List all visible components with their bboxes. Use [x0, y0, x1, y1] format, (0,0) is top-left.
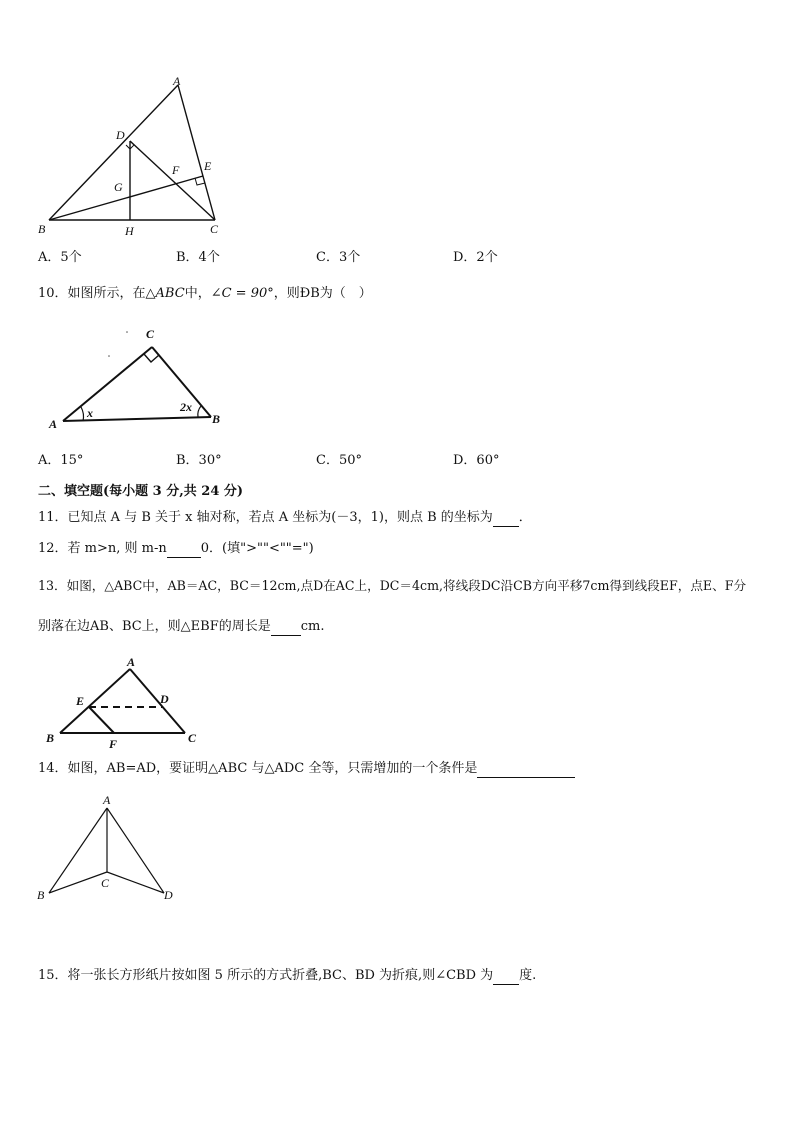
- q10-option-c[interactable]: C．50°: [316, 453, 362, 468]
- q9-line-dc: [130, 141, 215, 220]
- q14-figure: [32, 790, 182, 905]
- q10-label-c: C: [146, 327, 155, 341]
- q9-label-e: E: [204, 159, 212, 173]
- q10-right-angle-c: [144, 354, 159, 362]
- q11-text: 11．已知点 A 与 B 关于 x 轴对称，若点 A 坐标为(－3，1)，则点 B 的坐标为: [38, 510, 493, 525]
- q9-line-ac: [178, 85, 215, 220]
- q10-stem: [38, 285, 372, 303]
- q12-text: 12．若 m>n, 则 m-n: [38, 541, 167, 556]
- q10-label-a: A: [49, 417, 58, 431]
- q9-label-f: F: [172, 163, 180, 177]
- q10-stem-mid: 中，: [184, 286, 211, 301]
- q10-angle-arc-b: [198, 406, 201, 417]
- q10-label-b: B: [212, 412, 221, 426]
- q11: [38, 509, 532, 527]
- q10-label-x: x: [87, 406, 93, 420]
- q13-label-f: F: [109, 737, 118, 750]
- q13-label-a: A: [127, 655, 136, 669]
- q9-label-d: D: [116, 128, 125, 142]
- q9-option-c[interactable]: C．3个: [316, 250, 361, 265]
- q14-text: 14．如图，AB=AD，要证明△ABC 与△ADC 全等，只需增加的一个条件是: [38, 761, 478, 776]
- q10-line-ab: [63, 417, 211, 421]
- q9-label-a: A: [173, 75, 181, 88]
- q13-line1: 13．如图，△ABC中，AB＝AC，BC＝12cm,点D在AC上，DC＝4cm,将线段DC沿CB方向平移7cm得到线段EF，点E、F分: [38, 578, 747, 593]
- q14: [38, 760, 575, 778]
- q13-label-d: D: [160, 692, 169, 706]
- q13-end: cm.: [300, 619, 325, 634]
- q13-figure: [42, 655, 207, 750]
- q10-line-ac: [63, 347, 152, 421]
- q14-label-c: C: [101, 876, 110, 890]
- q9-option-a[interactable]: A．5个: [38, 250, 82, 265]
- q10-dot-1: [126, 331, 128, 333]
- q13-label-b: B: [46, 731, 55, 745]
- q14-label-b: B: [37, 888, 45, 902]
- q9-label-c: C: [210, 222, 219, 236]
- q13-line-ab: [60, 669, 130, 733]
- q15-text: 15．将一张长方形纸片按如图 5 所示的方式折叠,BC、BD 为折痕,则∠CBD 为: [38, 968, 494, 983]
- q13-line-ac: [130, 669, 185, 733]
- q10-stem-angle: ∠C = 90°: [210, 286, 274, 301]
- q13-text: 别落在边AB、BC上，则△EBF的周长是: [38, 619, 271, 634]
- q12-end: 0．(填">""<""="): [200, 541, 314, 556]
- q14-line-ab: [49, 808, 107, 893]
- q10-label-2x: 2x: [180, 400, 192, 414]
- q9-option-b[interactable]: B．4个: [176, 250, 220, 265]
- q14-line-cd: [107, 872, 164, 893]
- q10-stem-prefix: 10．如图所示，在: [38, 286, 146, 301]
- q11-end: ．: [518, 510, 532, 525]
- q14-answer-blank[interactable]: [477, 763, 575, 778]
- q10-option-a[interactable]: A．15°: [38, 453, 84, 468]
- section2-heading: 二、填空题(每小题 3 分,共 24 分): [38, 484, 244, 499]
- q10-stem-triangle: △ABC: [145, 286, 185, 301]
- q9-line-ab: [49, 85, 178, 220]
- q12: [38, 540, 314, 558]
- q9-figure: [30, 75, 230, 243]
- q14-label-a: A: [103, 793, 111, 807]
- q10-dot-2: [108, 355, 110, 357]
- q9-label-h: H: [125, 224, 134, 238]
- q13-label-c: C: [188, 731, 197, 745]
- q14-label-d: D: [164, 888, 173, 902]
- q15-answer-blank[interactable]: [493, 970, 519, 985]
- q9-line-be: [49, 176, 203, 220]
- q10-figure: [45, 320, 235, 435]
- q15: [38, 967, 536, 985]
- q12-answer-blank[interactable]: [167, 543, 201, 558]
- q11-answer-blank[interactable]: [493, 512, 519, 527]
- q13-line-ef: [89, 707, 114, 733]
- q13-line2: [38, 618, 325, 636]
- q15-end: 度.: [519, 968, 537, 983]
- q10-option-d[interactable]: D．60°: [453, 453, 500, 468]
- q10-stem-suffix: ，则ÐB为（ ）: [273, 286, 372, 301]
- q14-line-bc: [49, 872, 107, 893]
- q10-angle-arc-a: [81, 407, 83, 421]
- q9-label-g: G: [114, 180, 123, 194]
- q9-label-b: B: [38, 222, 46, 236]
- q13-label-e: E: [76, 694, 85, 708]
- q9-option-d[interactable]: D．2个: [453, 250, 498, 265]
- q10-option-b[interactable]: B．30°: [176, 453, 222, 468]
- q14-line-ad: [107, 808, 164, 893]
- q13-answer-blank[interactable]: [271, 621, 301, 636]
